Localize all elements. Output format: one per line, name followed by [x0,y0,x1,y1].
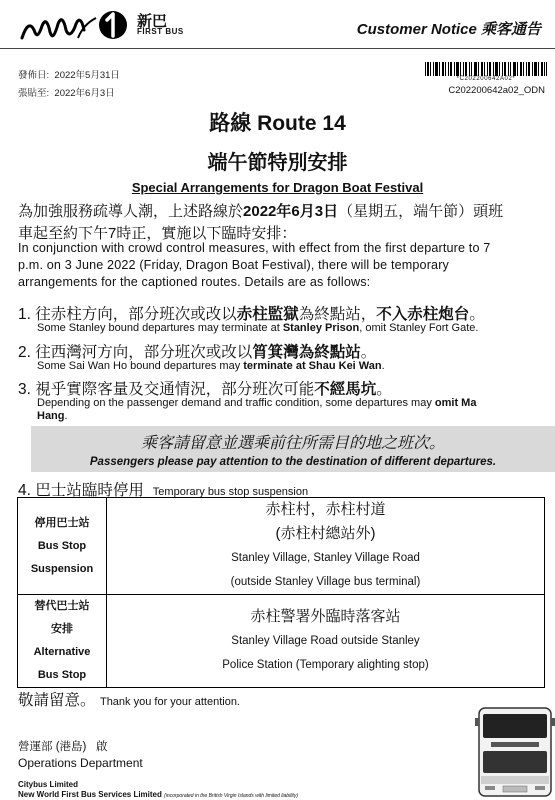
footer-company-note: (incorporated in the British Virgin Islands with limited liability) [164,793,298,799]
intro-text: 為加強服務疏導人潮，上述路線於 [18,203,244,220]
posted-date-row [18,85,115,99]
item-text: 巴士站臨時停用 [35,482,144,499]
item-text: . [381,360,385,372]
intro-chinese-line2: 車起至約下午7時正，實施以下臨時安排： [18,225,297,242]
item-text: 往西灣河方向，部分班次或改以 [35,344,253,361]
value-english: Stanley Village Road outside Stanley [231,635,420,647]
posted-date-label: 張貼至: [18,88,50,99]
label-chinese: 停用巴士站 [34,516,90,529]
double-decker-bus-icon [473,706,555,800]
item-text: Depending on the passenger demand and traffic condition, some departures may [37,397,435,409]
item-text: 。 [469,306,485,323]
route-title: 路線 Route 14 [209,112,346,135]
item-emphasis: omit Ma [434,397,477,409]
intro-text: （星期五，端午節）頭班 [338,203,504,220]
bus-stop-table [17,497,545,688]
closing-chinese: 敬請留意。 [18,692,96,709]
item3-chinese [18,377,392,399]
logo-english-text: FIRST BUS [137,27,184,36]
item-emphasis: 筲箕灣為終點站 [252,344,361,361]
item-number: 4. [18,482,31,499]
item-text: , omit Stanley Fort Gate. [359,322,479,334]
value-chinese: 赤柱警署外臨時落客站 [250,608,401,625]
item-emphasis: terminate at Shau Kei Wan [243,360,382,372]
header-divider [0,48,555,49]
item-number: 3. [18,381,31,398]
title-chinese: 端午節特別安排 [207,152,348,174]
intro-english-line1: In conjunction with crowd control measures, with effect from the first departure to 7 [18,241,491,255]
label-english: Bus Stop [37,669,87,681]
table-value-cell [107,498,545,595]
item-text: 視乎實際客量及交通情況，部分班次可能 [35,381,315,398]
footer-company-citybus: Citybus Limited [18,780,79,789]
logo-chinese-text: 新巴 [137,13,168,30]
item-emphasis: Stanley Prison [282,322,360,334]
intro-english-line3: arrangements for the captioned routes. Details are as follows: [18,275,371,289]
signoff-chinese: 營運部 (港島) 啟 [18,741,108,753]
item1-english [37,322,478,334]
item-text: Some Sai Wan Ho bound departures may [37,360,244,372]
reminder-chinese: 乘客請留意並選乘前往所需目的地之班次。 [140,435,445,452]
item-text: 。 [360,344,377,361]
value-chinese: 赤柱村，赤柱村道 [265,501,386,518]
value-english: (outside Stanley Village bus terminal) [230,576,421,588]
issue-date-label: 發佈日: [18,70,50,81]
value-chinese: (赤柱村總站外) [275,525,376,542]
first-bus-logo-icon [18,8,128,44]
intro-english-line2: p.m. on 3 June 2022 (Friday, Dragon Boat Festival), there will be temporary [18,258,449,272]
table-value-cell [107,595,545,688]
footer-company-nwfb [18,790,298,799]
item3-english-line2 [37,410,68,422]
closing-english: Thank you for your attention. [99,696,240,708]
item-text: 往赤柱方向，部分班次或改以 [35,306,237,323]
label-english: Alternative [33,646,91,658]
issue-date-value: 2022年5月31日 [54,70,120,81]
table-label-cell [18,498,107,595]
item-number: 2. [18,344,31,361]
item-text: 為終點站， [298,306,377,323]
item2-chinese [18,340,376,362]
document-code: C202200642a02_ODN [448,85,545,96]
barcode-number: *C202200642A02* [456,76,516,82]
intro-date: 2022年6月3日 [243,203,339,220]
title-english: Special Arrangements for Dragon Boat Festival [131,180,424,195]
item-emphasis: 赤柱監獄 [236,306,299,323]
table-row-suspension [18,498,545,595]
item3-english-line1 [37,397,555,409]
item1-chinese [18,302,485,324]
value-english: Police Station (Temporary alighting stop) [222,659,429,671]
reminder-english: Passengers please pay attention to the destination of different departures. [89,456,497,468]
item-emphasis: 不入赤柱炮台 [376,306,470,323]
label-chinese: 替代巴士站 [34,600,90,612]
label-english: Suspension [30,562,94,575]
item2-english [37,360,385,372]
table-label-cell [18,595,107,688]
item-text: 。 [376,381,392,398]
value-english: Stanley Village, Stanley Village Road [231,552,420,564]
label-chinese: 安排 [51,623,73,635]
item-text: Some Stanley bound departures may terminate at [37,322,283,334]
barcode-icon [425,62,547,76]
closing-line [18,688,240,710]
item-text: . [64,410,68,422]
item-number: 1. [18,306,31,323]
footer-company-name: New World First Bus Services Limited [18,790,162,799]
table-row-alternative [18,595,545,688]
posted-date-value: 2022年6月3日 [54,88,115,99]
intro-chinese-line1 [18,200,503,221]
notice-title: Customer Notice 乘客通告 [356,21,541,38]
item-emphasis: Hang [37,410,65,422]
item-text: Temporary bus stop suspension [152,486,309,498]
item-emphasis: 不經馬坑 [314,381,377,398]
issue-date-row [18,67,120,81]
label-english: Bus Stop [37,539,87,552]
signoff-english: Operations Department [18,756,143,770]
